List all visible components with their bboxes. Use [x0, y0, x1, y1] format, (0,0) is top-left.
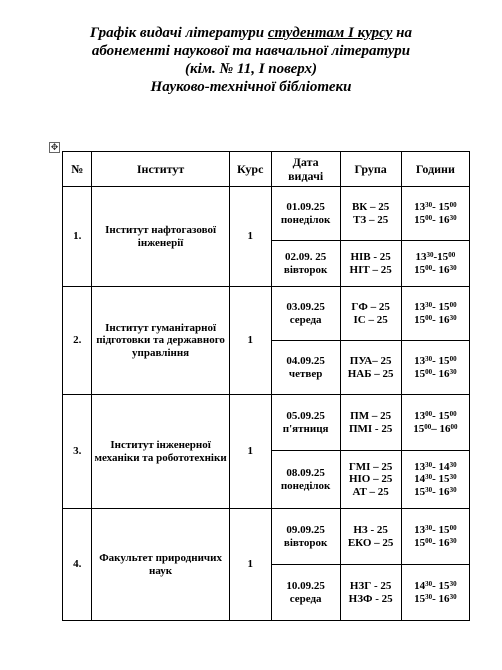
- weekday: четвер: [288, 367, 323, 380]
- header-hours: Години: [401, 152, 469, 187]
- document-title: [0, 24, 502, 96]
- group-code: НАБ – 25: [347, 367, 394, 380]
- start-hour: 15: [414, 367, 426, 380]
- title-line-3: (кім. № 11, І поверх): [185, 61, 317, 77]
- hours-cell: [401, 341, 469, 395]
- table-row: [63, 509, 470, 565]
- weekday: вівторок: [283, 536, 328, 549]
- table-header-row: [63, 152, 470, 187]
- end-minutes: 30: [449, 460, 457, 469]
- group-code: ІС – 25: [353, 313, 388, 326]
- end-minutes: 00: [449, 355, 457, 363]
- weekday: п'ятниця: [282, 422, 329, 435]
- start-hour: 13: [414, 355, 426, 367]
- row-number: 3.: [63, 395, 92, 509]
- groups-cell: [340, 287, 401, 341]
- issue-date-cell: [271, 565, 340, 621]
- group-code: ЕКО – 25: [347, 536, 394, 549]
- group-code: ВК – 25: [351, 201, 390, 213]
- end-minutes: 00: [449, 201, 457, 209]
- end-hour: - 16: [432, 313, 450, 326]
- end-hour: - 16: [432, 536, 450, 549]
- start-minutes: 30: [425, 201, 433, 209]
- institute-name: Інститут нафтогазової інженерії: [92, 187, 229, 287]
- time-range: [404, 473, 467, 486]
- start-hour: 15: [413, 422, 425, 435]
- end-hour: – 16: [431, 422, 451, 435]
- end-hour: - 16: [432, 213, 450, 226]
- start-minutes: 00: [425, 213, 433, 222]
- end-minutes: 00: [448, 251, 456, 259]
- groups-cell: [340, 341, 401, 395]
- start-minutes: 30: [425, 592, 433, 601]
- start-minutes: 00: [424, 422, 432, 431]
- end-hour: - 15: [432, 580, 450, 592]
- start-hour: 13: [414, 410, 426, 422]
- groups-cell: [340, 565, 401, 621]
- header-institute: Інститут: [92, 152, 229, 187]
- end-minutes: 30: [449, 485, 457, 494]
- time-range: [404, 537, 467, 550]
- time-range: [404, 214, 467, 227]
- time-range: [404, 355, 467, 368]
- course-number: 1: [229, 187, 271, 287]
- title-underlined: студентам І курсу: [267, 25, 393, 41]
- groups-cell: [340, 241, 401, 287]
- start-minutes: 30: [425, 355, 433, 363]
- start-hour: 13: [415, 251, 427, 263]
- groups-cell: [340, 451, 401, 509]
- end-hour: - 15: [432, 410, 450, 422]
- end-minutes: 30: [449, 580, 457, 588]
- header-date: Дата видачі: [271, 152, 340, 187]
- end-minutes: 00: [450, 422, 458, 431]
- end-hour: - 15: [432, 301, 450, 313]
- header-course: Курс: [229, 152, 271, 187]
- group-code: НЗГ - 25: [349, 580, 392, 592]
- time-range: [404, 580, 467, 593]
- group-code: ПУА– 25: [349, 355, 392, 367]
- issue-date: 10.09.25: [286, 580, 325, 592]
- groups-cell: [340, 395, 401, 451]
- issue-date-cell: [271, 241, 340, 287]
- start-minutes: 30: [425, 524, 433, 532]
- issue-date: 02.09. 25: [285, 251, 327, 263]
- end-minutes: 30: [449, 473, 457, 482]
- groups-cell: [340, 187, 401, 241]
- start-hour: 13: [414, 524, 426, 536]
- start-minutes: 00: [425, 313, 433, 322]
- weekday: середа: [289, 313, 322, 326]
- row-number: 4.: [63, 509, 92, 621]
- header-group: Група: [340, 152, 401, 187]
- hours-cell: [401, 395, 469, 451]
- end-minutes: 30: [449, 313, 457, 322]
- time-range: [404, 264, 467, 277]
- end-minutes: 30: [449, 263, 457, 272]
- course-number: 1: [229, 287, 271, 395]
- title-line-4: Науково-технічної бібліотеки: [150, 79, 352, 95]
- row-number: 1.: [63, 187, 92, 287]
- end-minutes: 00: [449, 524, 457, 532]
- table-move-handle-icon[interactable]: ✥: [50, 143, 59, 153]
- end-hour: - 15: [432, 355, 450, 367]
- course-number: 1: [229, 395, 271, 509]
- table-row: [63, 287, 470, 341]
- start-hour: 15: [414, 592, 426, 605]
- start-minutes: 30: [426, 251, 434, 259]
- institute-name: Інститут інженерної механіки та робототехніки: [92, 395, 229, 509]
- start-minutes: 30: [425, 301, 433, 309]
- start-minutes: 00: [425, 367, 433, 376]
- time-range: [404, 368, 467, 381]
- end-minutes: 30: [449, 592, 457, 601]
- group-code: НІВ - 25: [350, 251, 391, 263]
- start-hour: 13: [414, 460, 426, 473]
- time-range: [404, 524, 467, 537]
- header-num: №: [63, 152, 92, 187]
- group-code: НІТ – 25: [349, 263, 392, 276]
- hours-cell: [401, 187, 469, 241]
- weekday: середа: [289, 592, 322, 605]
- hours-cell: [401, 451, 469, 509]
- group-code: АТ – 25: [352, 485, 389, 498]
- issue-date-cell: [271, 451, 340, 509]
- issue-date: 01.09.25: [286, 201, 325, 213]
- weekday: вівторок: [283, 263, 328, 276]
- issue-date: 04.09.25: [286, 355, 325, 367]
- end-hour: - 16: [432, 485, 450, 498]
- issue-date: 05.09.25: [286, 410, 325, 422]
- weekday: понеділок: [280, 213, 331, 226]
- end-hour: - 16: [432, 367, 450, 380]
- hours-cell: [401, 509, 469, 565]
- end-hour: - 16: [432, 592, 450, 605]
- start-hour: 15: [414, 536, 426, 549]
- end-hour: - 15: [432, 201, 450, 213]
- table-row: [63, 395, 470, 451]
- group-code: НЗ - 25: [353, 524, 388, 536]
- institute-name: Факультет природничих наук: [92, 509, 229, 621]
- end-hour: - 14: [432, 460, 450, 473]
- group-code: ГФ – 25: [351, 301, 390, 313]
- end-hour: - 15: [432, 524, 450, 536]
- end-minutes: 30: [449, 536, 457, 545]
- time-range: [404, 423, 467, 436]
- row-number: 2.: [63, 287, 92, 395]
- time-range: [404, 410, 467, 423]
- start-hour: 14: [414, 473, 426, 486]
- start-hour: 14: [414, 580, 426, 592]
- title-line-2: абонементі наукової та навчальної літератури: [91, 43, 411, 59]
- weekday: понеділок: [280, 479, 331, 492]
- issue-date: 08.09.25: [286, 467, 325, 479]
- issue-date-cell: [271, 287, 340, 341]
- issue-date-cell: [271, 341, 340, 395]
- group-code: НІО – 25: [348, 473, 393, 486]
- title-line-1: Графік видачі літератури студентам І курсу на: [90, 25, 412, 41]
- groups-cell: [340, 509, 401, 565]
- time-range: [404, 314, 467, 327]
- end-hour: -15: [433, 251, 449, 263]
- start-hour: 15: [414, 263, 426, 276]
- issue-date-cell: [271, 395, 340, 451]
- end-hour: - 16: [432, 263, 450, 276]
- issue-date-cell: [271, 187, 340, 241]
- group-code: ГМІ – 25: [348, 460, 393, 473]
- end-minutes: 30: [449, 213, 457, 222]
- hours-cell: [401, 565, 469, 621]
- start-minutes: 00: [425, 263, 433, 272]
- start-minutes: 00: [425, 536, 433, 545]
- issue-date: 09.09.25: [286, 524, 325, 536]
- end-minutes: 00: [449, 410, 457, 418]
- end-minutes: 00: [449, 301, 457, 309]
- issue-date-cell: [271, 509, 340, 565]
- start-hour: 15: [414, 213, 426, 226]
- time-range: [404, 593, 467, 606]
- group-code: ПМІ - 25: [348, 422, 393, 435]
- start-minutes: 30: [425, 580, 433, 588]
- time-range: [404, 251, 467, 264]
- start-minutes: 30: [425, 460, 433, 469]
- group-code: НЗФ - 25: [348, 592, 393, 605]
- institute-name: Інститут гуманітарної підготовки та державного управління: [92, 287, 229, 395]
- time-range: [404, 461, 467, 474]
- hours-cell: [401, 287, 469, 341]
- time-range: [404, 201, 467, 214]
- time-range: [404, 301, 467, 314]
- start-hour: 13: [414, 201, 426, 213]
- end-minutes: 30: [449, 367, 457, 376]
- group-code: ТЗ – 25: [353, 213, 389, 226]
- start-hour: 13: [414, 301, 426, 313]
- start-hour: 15: [414, 313, 426, 326]
- course-number: 1: [229, 509, 271, 621]
- start-minutes: 30: [425, 473, 433, 482]
- start-minutes: 00: [425, 410, 433, 418]
- table-row: [63, 187, 470, 241]
- start-hour: 15: [414, 485, 426, 498]
- time-range: [404, 486, 467, 499]
- group-code: ПМ – 25: [350, 410, 392, 422]
- issue-date: 03.09.25: [286, 301, 325, 313]
- hours-cell: [401, 241, 469, 287]
- start-minutes: 30: [425, 485, 433, 494]
- schedule-table: [62, 151, 470, 621]
- end-hour: - 15: [432, 473, 450, 486]
